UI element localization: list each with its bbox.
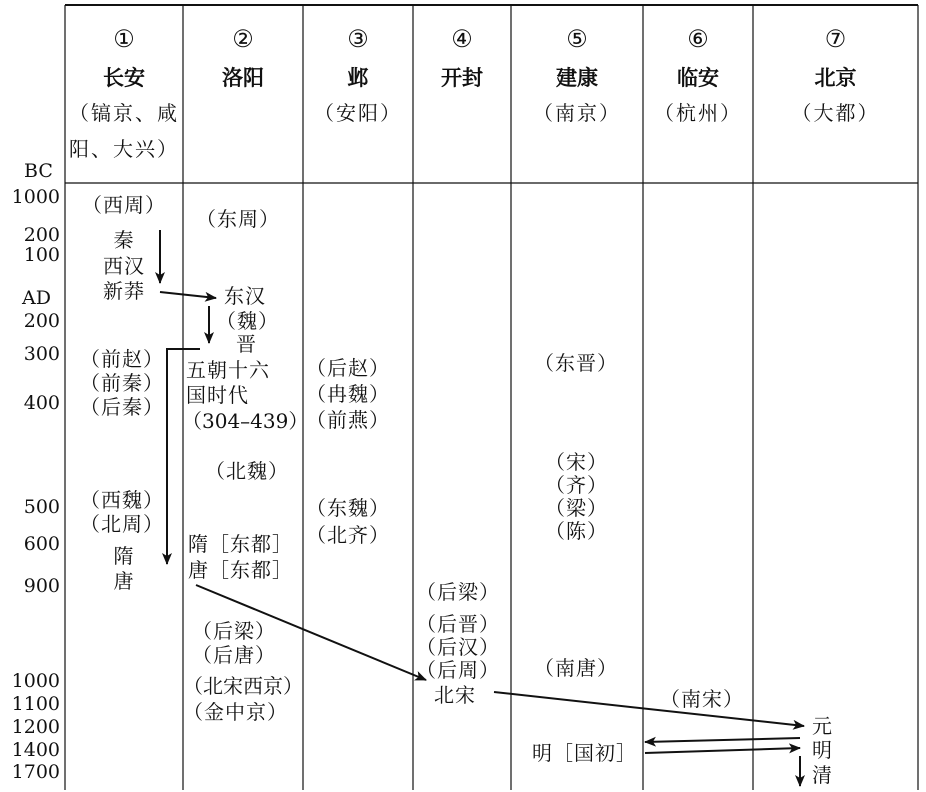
dynasty-label: （冉魏） bbox=[306, 382, 390, 406]
year-label: 200 bbox=[23, 310, 60, 332]
col-5-number: ⑤ bbox=[566, 25, 588, 53]
dynasty-label: （梁） bbox=[545, 496, 608, 520]
col-7-name: 北京 bbox=[814, 66, 857, 90]
dynasty-label: （西魏） bbox=[80, 488, 164, 512]
dynasty-label: 明 bbox=[812, 738, 833, 762]
dynasty-label: 清 bbox=[812, 763, 833, 787]
col-2-name: 洛阳 bbox=[222, 66, 264, 90]
dynasty-label: 五朝十六 bbox=[186, 358, 270, 382]
dynasty-label: （后晋） bbox=[416, 612, 500, 636]
year-label: 1700 bbox=[11, 761, 60, 783]
dynasty-label: 国时代 bbox=[186, 383, 249, 407]
year-label: 400 bbox=[23, 392, 60, 414]
col-5-name: 建康 bbox=[556, 66, 598, 90]
dynasty-label: （东周） bbox=[196, 207, 280, 231]
dynasty-label: （东魏） bbox=[306, 496, 390, 520]
year-label: 100 bbox=[23, 244, 60, 266]
col-1-name: 长安 bbox=[103, 66, 145, 90]
dynasty-label: （后汉） bbox=[416, 635, 500, 659]
year-label: 1200 bbox=[11, 716, 60, 738]
year-label: 1000 bbox=[11, 670, 60, 692]
dynasty-label: （南唐） bbox=[534, 656, 618, 680]
dynasty-label: （魏） bbox=[216, 309, 279, 333]
arrow-beisong-to-yuan bbox=[494, 692, 804, 726]
dynasty-label: （东晋） bbox=[534, 351, 618, 375]
col-4-number: ④ bbox=[451, 25, 473, 53]
col-6-number: ⑥ bbox=[687, 25, 709, 53]
dynasty-label: 晋 bbox=[236, 332, 257, 356]
dynasty-label: 隋 bbox=[113, 544, 135, 568]
col-6-alt-name: （杭州） bbox=[654, 101, 742, 125]
dynasty-label: （后秦） bbox=[80, 395, 164, 419]
dynasty-label: （北齐） bbox=[306, 523, 390, 547]
year-label: 300 bbox=[23, 343, 60, 365]
year-label: 1100 bbox=[11, 693, 60, 715]
dynasty-label: （后梁） bbox=[416, 580, 500, 604]
year-label: 1400 bbox=[11, 739, 60, 761]
col-3-name: 邺 bbox=[347, 66, 369, 90]
dynasty-label: （金中京） bbox=[183, 700, 288, 724]
col-7-number: ⑦ bbox=[824, 25, 847, 53]
col-1-number: ① bbox=[113, 25, 135, 53]
dynasty-label: 北宋 bbox=[434, 683, 476, 707]
year-label: 200 bbox=[23, 224, 60, 246]
dynasty-label: 秦 bbox=[113, 228, 135, 252]
dynasty-label: 西汉 bbox=[103, 254, 145, 278]
year-label: 900 bbox=[23, 575, 60, 597]
dynasty-label: 唐［东都］ bbox=[188, 558, 293, 582]
dynasty-label: （西周） bbox=[82, 193, 166, 217]
dynasty-label: （前赵） bbox=[80, 347, 164, 371]
col-1-alt-name: 阳、大兴） bbox=[69, 137, 179, 161]
col-4-name: 开封 bbox=[441, 66, 483, 90]
dynasty-label: （北周） bbox=[80, 512, 164, 536]
dynasty-label: 东汉 bbox=[224, 284, 266, 308]
ad-label: AD bbox=[22, 287, 51, 309]
dynasty-label: 隋［东都］ bbox=[188, 532, 293, 556]
bc-label: BC bbox=[24, 160, 53, 182]
dynasty-label: 唐 bbox=[113, 569, 135, 593]
dynasty-label: （陈） bbox=[545, 519, 608, 543]
col-3-alt-name: （安阳） bbox=[314, 101, 402, 125]
col-6-name: 临安 bbox=[677, 66, 719, 90]
dynasty-label: （后梁） bbox=[192, 619, 276, 643]
dynasty-label: （后唐） bbox=[192, 643, 276, 667]
col-3-number: ③ bbox=[347, 25, 369, 53]
dynasty-label: （北宋西京） bbox=[183, 674, 303, 698]
col-5-alt-name: （南京） bbox=[533, 101, 621, 125]
dynasty-label: （304–439） bbox=[182, 409, 309, 433]
dynasty-label: （前秦） bbox=[80, 371, 164, 395]
dynasty-label: （后周） bbox=[416, 658, 500, 682]
dynasty-label: 明［国初］ bbox=[532, 741, 637, 765]
arrow-ming-to-nanjing bbox=[645, 738, 800, 742]
col-2-number: ② bbox=[232, 25, 254, 53]
col-1-alt-name: （镐京、咸 bbox=[69, 101, 179, 125]
col-7-alt-name: （大都） bbox=[791, 101, 880, 125]
dynasty-label: （齐） bbox=[545, 473, 608, 497]
dynasty-label: （后赵） bbox=[306, 356, 390, 380]
year-label: 1000 bbox=[11, 186, 60, 208]
year-label: 600 bbox=[23, 533, 60, 555]
year-label: 500 bbox=[23, 496, 60, 518]
dynasty-label: 新莽 bbox=[103, 279, 145, 303]
dynasty-label: （北魏） bbox=[205, 459, 289, 483]
dynasty-label: （宋） bbox=[545, 450, 608, 474]
dynasty-label: 元 bbox=[812, 714, 833, 738]
dynasty-label: （南宋） bbox=[660, 687, 744, 711]
dynasty-label: （前燕） bbox=[306, 408, 390, 432]
arrow-nanjing-to-beijing bbox=[645, 748, 800, 753]
